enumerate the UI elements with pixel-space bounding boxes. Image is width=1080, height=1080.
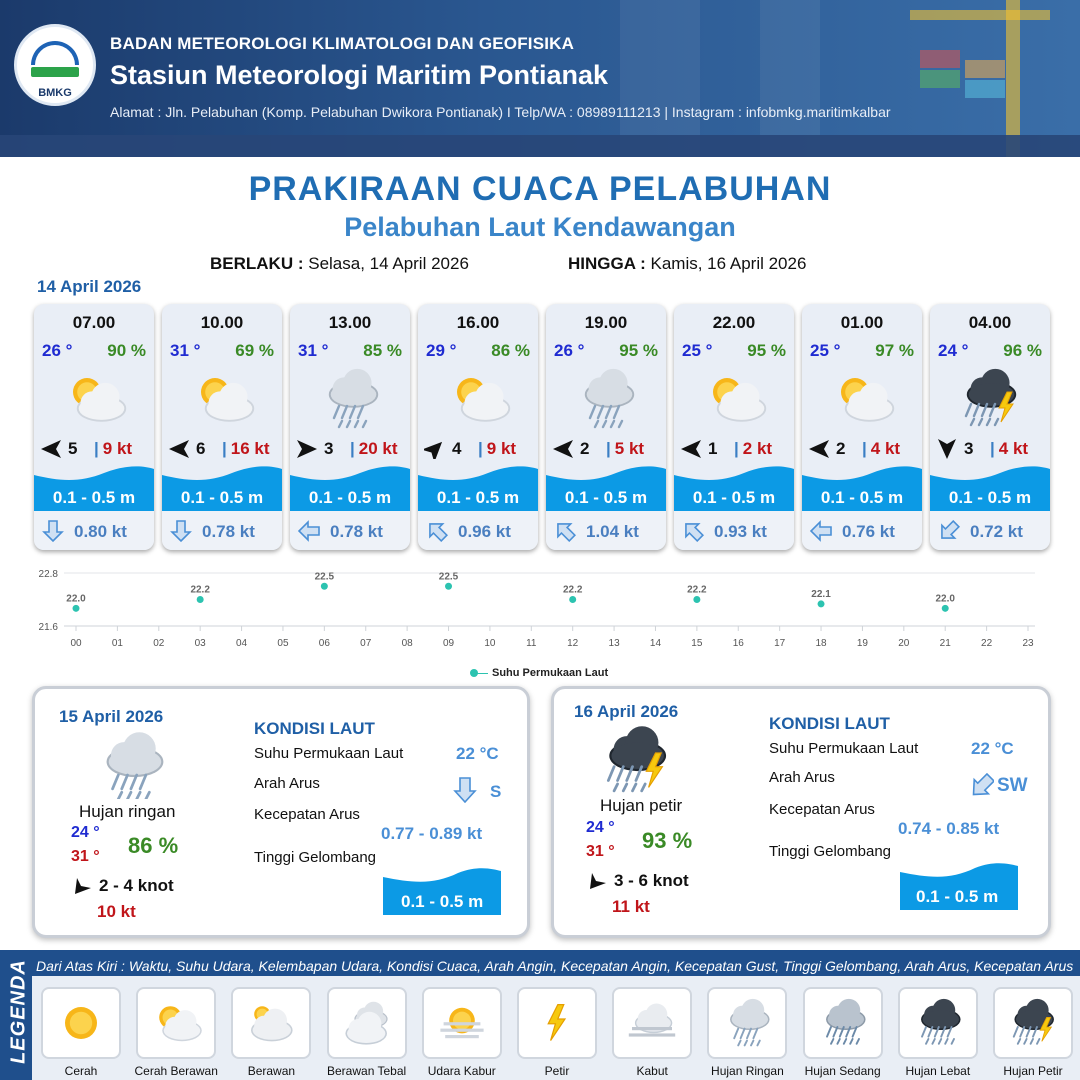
wave-height: 0.1 - 0.5 m bbox=[820, 488, 904, 507]
petir-icon bbox=[529, 995, 585, 1051]
wind-direction-icon bbox=[424, 439, 446, 459]
berawan-icon bbox=[243, 995, 299, 1051]
x-tick-label: 17 bbox=[774, 638, 786, 649]
forecast-humidity: 95 % bbox=[747, 341, 786, 360]
gust-value: 2 kt bbox=[742, 439, 773, 458]
page-subtitle: Pelabuhan Laut Kendawangan bbox=[344, 212, 736, 242]
container-decoration bbox=[920, 50, 960, 68]
current-direction-icon bbox=[810, 520, 832, 542]
forecast-humidity: 96 % bbox=[1003, 341, 1042, 360]
wave-height: 0.1 - 0.5 m bbox=[52, 488, 136, 507]
wind-speed: 3 bbox=[324, 439, 334, 458]
legend-item bbox=[803, 987, 883, 1059]
forecast-humidity: 69 % bbox=[235, 341, 274, 360]
forecast-temperature: 25 ° bbox=[810, 341, 841, 360]
station-name: Stasiun Meteorologi Maritim Pontianak bbox=[110, 60, 609, 90]
gust-speed: | 5 kt bbox=[606, 439, 645, 458]
legend-item-label: Hujan Petir bbox=[1003, 1064, 1063, 1078]
day3-wave: 0.1 - 0.5 m bbox=[916, 887, 999, 906]
forecast-time: 16.00 bbox=[456, 313, 500, 332]
day2-humidity: 86 % bbox=[128, 833, 179, 858]
x-tick-label: 23 bbox=[1022, 638, 1034, 649]
banner-decoration bbox=[620, 0, 700, 157]
legend-item-label: Hujan Sedang bbox=[804, 1064, 881, 1078]
banner-floor bbox=[0, 135, 1080, 157]
x-tick-label: 16 bbox=[732, 638, 744, 649]
forecast-time: 07.00 bbox=[72, 313, 116, 332]
current-speed: 0.78 kt bbox=[202, 522, 255, 541]
data-label: 22.2 bbox=[562, 584, 583, 596]
legend-item-label: Cerah Berawan bbox=[134, 1064, 218, 1078]
day3-wind: 3 - 6 knot bbox=[614, 871, 689, 890]
day3-kondisi-title: KONDISI LAUT bbox=[769, 714, 890, 733]
data-label: 22.0 bbox=[935, 593, 955, 605]
legend-item bbox=[327, 987, 407, 1059]
wind-info bbox=[552, 437, 662, 461]
forecast-card bbox=[34, 304, 154, 550]
page-title: PRAKIRAAN CUACA PELABUHAN bbox=[248, 170, 832, 208]
day1-date: 14 April 2026 bbox=[37, 277, 142, 296]
cerah-berawan-icon bbox=[59, 364, 129, 434]
cerah-berawan-icon bbox=[443, 364, 513, 434]
wind-speed: 1 bbox=[708, 439, 718, 458]
legend-item bbox=[41, 987, 121, 1059]
day3-sst: 22 °C bbox=[971, 739, 1014, 758]
current-direction-icon bbox=[682, 520, 704, 542]
data-label: 22.2 bbox=[190, 584, 210, 596]
current-info bbox=[546, 511, 666, 550]
hujan-ringan-icon bbox=[93, 729, 173, 799]
legend-item-label: Berawan bbox=[247, 1064, 296, 1078]
forecast-card bbox=[930, 304, 1050, 550]
x-tick-label: 13 bbox=[608, 638, 620, 649]
legend-side bbox=[0, 950, 32, 1080]
udara-kabur-icon bbox=[434, 995, 490, 1051]
y-tick-label: 22.8 bbox=[38, 569, 58, 580]
wind-direction-icon bbox=[168, 439, 190, 459]
forecast-time: 04.00 bbox=[968, 313, 1012, 332]
day3-current-speed-label: Kecepatan Arus bbox=[769, 801, 875, 818]
current-speed: 0.80 kt bbox=[74, 522, 127, 541]
current-speed: 0.93 kt bbox=[714, 522, 767, 541]
day3-humidity: 93 % bbox=[642, 828, 693, 853]
y-tick-label: 21.6 bbox=[38, 622, 58, 633]
wind-speed: 5 bbox=[68, 439, 78, 458]
day2-current-dir: S bbox=[490, 782, 502, 801]
current-direction-icon bbox=[453, 777, 477, 803]
gust-speed: | 16 kt bbox=[222, 439, 270, 458]
legend-label: Suhu Permukaan Laut bbox=[492, 667, 609, 679]
wave-height: 0.1 - 0.5 m bbox=[308, 488, 392, 507]
gust-value: 4 kt bbox=[998, 439, 1029, 458]
x-tick-label: 14 bbox=[649, 638, 662, 649]
legend-line bbox=[472, 673, 488, 674]
current-direction-icon bbox=[42, 520, 64, 542]
wave-height: 0.1 - 0.5 m bbox=[948, 488, 1032, 507]
day2-date: 15 April 2026 bbox=[59, 707, 164, 726]
forecast-time: 10.00 bbox=[200, 313, 244, 332]
forecast-temperature: 31 ° bbox=[170, 341, 201, 360]
wind-info bbox=[424, 437, 534, 461]
x-tick-label: 19 bbox=[856, 638, 868, 649]
wind-direction-icon bbox=[588, 872, 608, 890]
gust-value: 4 kt bbox=[870, 439, 901, 458]
wind-speed: 3 bbox=[964, 439, 974, 458]
data-point bbox=[818, 600, 825, 607]
current-speed: 1.04 kt bbox=[586, 522, 639, 541]
data-label: 22.2 bbox=[687, 584, 707, 596]
x-tick-label: 20 bbox=[898, 638, 910, 649]
x-tick-label: 10 bbox=[484, 638, 496, 649]
day2-current-dir-label: Arah Arus bbox=[254, 775, 320, 792]
cerah-berawan-icon bbox=[827, 364, 897, 434]
wind-direction-icon bbox=[552, 439, 574, 459]
day3-gust: 11 kt bbox=[612, 897, 650, 916]
legend-item bbox=[612, 987, 692, 1059]
legend-item-label: Kabut bbox=[636, 1064, 668, 1078]
current-speed: 0.96 kt bbox=[458, 522, 511, 541]
x-tick-label: 11 bbox=[526, 638, 537, 649]
hujan-petir-icon bbox=[598, 723, 678, 793]
valid-from bbox=[210, 254, 469, 274]
gust-value: 20 kt bbox=[358, 439, 398, 458]
wind-info bbox=[40, 437, 150, 461]
data-label: 22.5 bbox=[314, 571, 335, 583]
wind-direction-icon bbox=[680, 439, 702, 459]
day2-condition: Hujan ringan bbox=[79, 802, 176, 821]
forecast-card bbox=[290, 304, 410, 550]
current-direction-icon bbox=[298, 520, 320, 542]
container-decoration bbox=[920, 70, 960, 88]
data-point bbox=[321, 583, 328, 590]
legend-item-label: Hujan Ringan bbox=[711, 1064, 784, 1078]
x-tick-label: 01 bbox=[111, 638, 123, 649]
current-info bbox=[290, 511, 410, 550]
legend-item-label: Petir bbox=[544, 1064, 570, 1078]
day2-wind: 2 - 4 knot bbox=[99, 876, 174, 895]
day2-temp-min: 24 ° bbox=[71, 824, 100, 841]
wave-height: 0.1 - 0.5 m bbox=[692, 488, 776, 507]
day2-sst-label: Suhu Permukaan Laut bbox=[254, 745, 404, 762]
valid-to-value: Kamis, 16 April 2026 bbox=[650, 254, 807, 273]
berawan-tebal-icon bbox=[339, 995, 395, 1051]
gust-speed: | 4 kt bbox=[862, 439, 901, 458]
day3-temp-max: 31 ° bbox=[586, 843, 615, 860]
valid-from-value: Selasa, 14 April 2026 bbox=[308, 254, 469, 273]
legend-item bbox=[136, 987, 216, 1059]
day2-wave: 0.1 - 0.5 m bbox=[401, 892, 484, 911]
wave-height: 0.1 - 0.5 m bbox=[564, 488, 648, 507]
header-banner bbox=[0, 0, 1080, 157]
sea-surface-temperature-chart bbox=[30, 560, 1050, 680]
day3-temp-min: 24 ° bbox=[586, 819, 615, 836]
chart-legend bbox=[470, 667, 608, 679]
gust-value: 16 kt bbox=[230, 439, 270, 458]
cerah-berawan-icon bbox=[187, 364, 257, 434]
day3-current-dir-label: Arah Arus bbox=[769, 769, 835, 786]
gust-speed: | 4 kt bbox=[990, 439, 1029, 458]
x-tick-label: 00 bbox=[70, 638, 82, 649]
container-decoration bbox=[965, 80, 1005, 98]
forecast-card bbox=[418, 304, 538, 550]
valid-from-label: BERLAKU : bbox=[210, 254, 304, 273]
forecast-humidity: 85 % bbox=[363, 341, 402, 360]
x-tick-label: 12 bbox=[567, 638, 579, 649]
logo-text: BMKG bbox=[38, 87, 72, 99]
legend-item bbox=[422, 987, 502, 1059]
forecast-card bbox=[162, 304, 282, 550]
legend-item-label: Berawan Tebal bbox=[327, 1064, 407, 1078]
gust-speed: | 20 kt bbox=[350, 439, 398, 458]
current-direction-icon bbox=[970, 773, 994, 799]
valid-to-label: HINGGA : bbox=[568, 254, 646, 273]
legend-item bbox=[898, 987, 978, 1059]
wind-direction-icon bbox=[73, 877, 93, 895]
wave-height: 0.1 - 0.5 m bbox=[436, 488, 520, 507]
hujan-ringan-icon bbox=[571, 364, 641, 434]
x-tick-label: 04 bbox=[236, 638, 248, 649]
station-address: Alamat : Jln. Pelabuhan (Komp. Pelabuhan Dwikora Pontianak) I Telp/WA : 08989111213 | Instagram : infobmkg.maritimkalbar bbox=[110, 104, 891, 120]
legend-item bbox=[993, 987, 1073, 1059]
x-tick-label: 22 bbox=[981, 638, 993, 649]
data-label: 22.5 bbox=[438, 571, 459, 583]
data-point bbox=[197, 596, 204, 603]
data-point bbox=[693, 596, 700, 603]
crane-decoration bbox=[1006, 0, 1020, 157]
day3-sst-label: Suhu Permukaan Laut bbox=[769, 740, 919, 757]
x-tick-label: 21 bbox=[939, 638, 951, 649]
forecast-time: 19.00 bbox=[584, 313, 628, 332]
wind-direction-icon bbox=[40, 439, 62, 459]
day2-gust: 10 kt bbox=[97, 902, 136, 921]
cerah-berawan-icon bbox=[148, 995, 204, 1051]
legend-description: Dari Atas Kiri : Waktu, Suhu Udara, Kelembapan Udara, Kondisi Cuaca, Arah Angin, Kecepatan Angin, Kecepatan Gust, Tinggi Gelombang, Arah Arus, Kecepatan Arus bbox=[36, 958, 1074, 974]
x-tick-label: 06 bbox=[318, 638, 330, 649]
banner-decoration bbox=[760, 0, 820, 157]
forecast-humidity: 90 % bbox=[107, 341, 146, 360]
data-point bbox=[569, 596, 576, 603]
current-direction-icon bbox=[554, 520, 576, 542]
crane-decoration bbox=[910, 10, 1050, 20]
wind-direction-icon bbox=[936, 439, 958, 459]
data-label: 22.1 bbox=[811, 588, 831, 600]
current-direction-icon bbox=[938, 520, 960, 542]
hujan-petir-icon bbox=[955, 364, 1025, 434]
day2-temp-max: 31 ° bbox=[71, 848, 100, 865]
gust-speed: | 9 kt bbox=[478, 439, 517, 458]
forecast-humidity: 97 % bbox=[875, 341, 914, 360]
legend-item bbox=[231, 987, 311, 1059]
forecast-card bbox=[674, 304, 794, 550]
current-info bbox=[418, 511, 538, 550]
forecast-temperature: 29 ° bbox=[426, 341, 457, 360]
hujan-ringan-icon bbox=[315, 364, 385, 434]
legend-item bbox=[707, 987, 787, 1059]
forecast-humidity: 86 % bbox=[491, 341, 530, 360]
kabut-icon bbox=[624, 995, 680, 1051]
wind-speed: 4 bbox=[452, 439, 462, 458]
wind-speed: 2 bbox=[836, 439, 846, 458]
hujan-petir-icon bbox=[1005, 995, 1061, 1051]
x-tick-label: 08 bbox=[401, 638, 413, 649]
forecast-temperature: 25 ° bbox=[682, 341, 713, 360]
gust-speed: | 2 kt bbox=[734, 439, 773, 458]
forecast-humidity: 95 % bbox=[619, 341, 658, 360]
forecast-temperature: 26 ° bbox=[42, 341, 73, 360]
forecast-time: 13.00 bbox=[328, 313, 372, 332]
current-direction-icon bbox=[426, 520, 448, 542]
current-info bbox=[802, 511, 922, 550]
wind-direction-icon bbox=[296, 439, 318, 459]
wind-speed: 6 bbox=[196, 439, 206, 458]
forecast-temperature: 24 ° bbox=[938, 341, 969, 360]
data-point bbox=[942, 605, 949, 612]
day2-wave-label: Tinggi Gelombang bbox=[254, 849, 377, 866]
data-point bbox=[73, 605, 80, 612]
day2-kondisi-title: KONDISI LAUT bbox=[254, 719, 375, 738]
x-tick-label: 18 bbox=[815, 638, 827, 649]
day3-condition: Hujan petir bbox=[600, 796, 683, 815]
wind-speed: 2 bbox=[580, 439, 590, 458]
day2-sst: 22 °C bbox=[456, 744, 499, 763]
legend-title: LEGENDA bbox=[7, 959, 30, 1064]
legend-item-label: Udara Kabur bbox=[427, 1064, 496, 1078]
hujan-ringan-icon bbox=[719, 995, 775, 1051]
data-point bbox=[445, 583, 452, 590]
x-tick-label: 15 bbox=[691, 638, 703, 649]
cerah-berawan-icon bbox=[699, 364, 769, 434]
x-tick-label: 07 bbox=[360, 638, 372, 649]
current-direction-icon bbox=[170, 520, 192, 542]
agency-name: BADAN METEOROLOGI KLIMATOLOGI DAN GEOFISIKA bbox=[110, 34, 575, 53]
day2-current-speed: 0.77 - 0.89 kt bbox=[381, 824, 483, 843]
wind-info bbox=[936, 437, 1046, 461]
container-decoration bbox=[965, 60, 1005, 78]
gust-value: 9 kt bbox=[102, 439, 133, 458]
day3-current-speed: 0.74 - 0.85 kt bbox=[898, 819, 1000, 838]
wind-info bbox=[680, 437, 790, 461]
wind-direction-icon bbox=[808, 439, 830, 459]
legend-item-label: Hujan Lebat bbox=[905, 1064, 971, 1078]
forecast-card bbox=[546, 304, 666, 550]
bmkg-logo bbox=[14, 24, 96, 106]
day3-wave-label: Tinggi Gelombang bbox=[769, 843, 892, 860]
day3-current-dir: SW bbox=[997, 775, 1028, 796]
current-speed: 0.78 kt bbox=[330, 522, 383, 541]
forecast-card bbox=[802, 304, 922, 550]
hujan-lebat-icon bbox=[910, 995, 966, 1051]
forecast-time: 22.00 bbox=[712, 313, 756, 332]
legend-item-label: Cerah bbox=[64, 1064, 98, 1078]
gust-speed: | 9 kt bbox=[94, 439, 133, 458]
data-label: 22.0 bbox=[66, 593, 86, 605]
wind-info bbox=[296, 437, 406, 461]
valid-to bbox=[568, 254, 806, 274]
current-info bbox=[162, 511, 282, 550]
hujan-sedang-icon bbox=[815, 995, 871, 1051]
current-speed: 0.72 kt bbox=[970, 522, 1023, 541]
day3-panel bbox=[551, 686, 1051, 938]
wind-info bbox=[168, 437, 278, 461]
x-tick-label: 03 bbox=[194, 638, 206, 649]
day2-panel bbox=[32, 686, 530, 938]
gust-value: 5 kt bbox=[614, 439, 645, 458]
gust-value: 9 kt bbox=[486, 439, 517, 458]
forecast-temperature: 26 ° bbox=[554, 341, 585, 360]
wave-height: 0.1 - 0.5 m bbox=[180, 488, 264, 507]
cerah-icon bbox=[53, 995, 109, 1051]
wind-info bbox=[808, 437, 918, 461]
forecast-temperature: 31 ° bbox=[298, 341, 329, 360]
current-speed: 0.76 kt bbox=[842, 522, 895, 541]
forecast-time: 01.00 bbox=[840, 313, 884, 332]
current-info bbox=[930, 511, 1050, 550]
current-info bbox=[34, 511, 154, 550]
x-tick-label: 09 bbox=[442, 638, 455, 649]
x-tick-label: 05 bbox=[277, 638, 289, 649]
legend-item bbox=[517, 987, 597, 1059]
day2-current-speed-label: Kecepatan Arus bbox=[254, 806, 360, 823]
day3-date: 16 April 2026 bbox=[574, 702, 679, 721]
x-tick-label: 02 bbox=[153, 638, 165, 649]
current-info bbox=[674, 511, 794, 550]
